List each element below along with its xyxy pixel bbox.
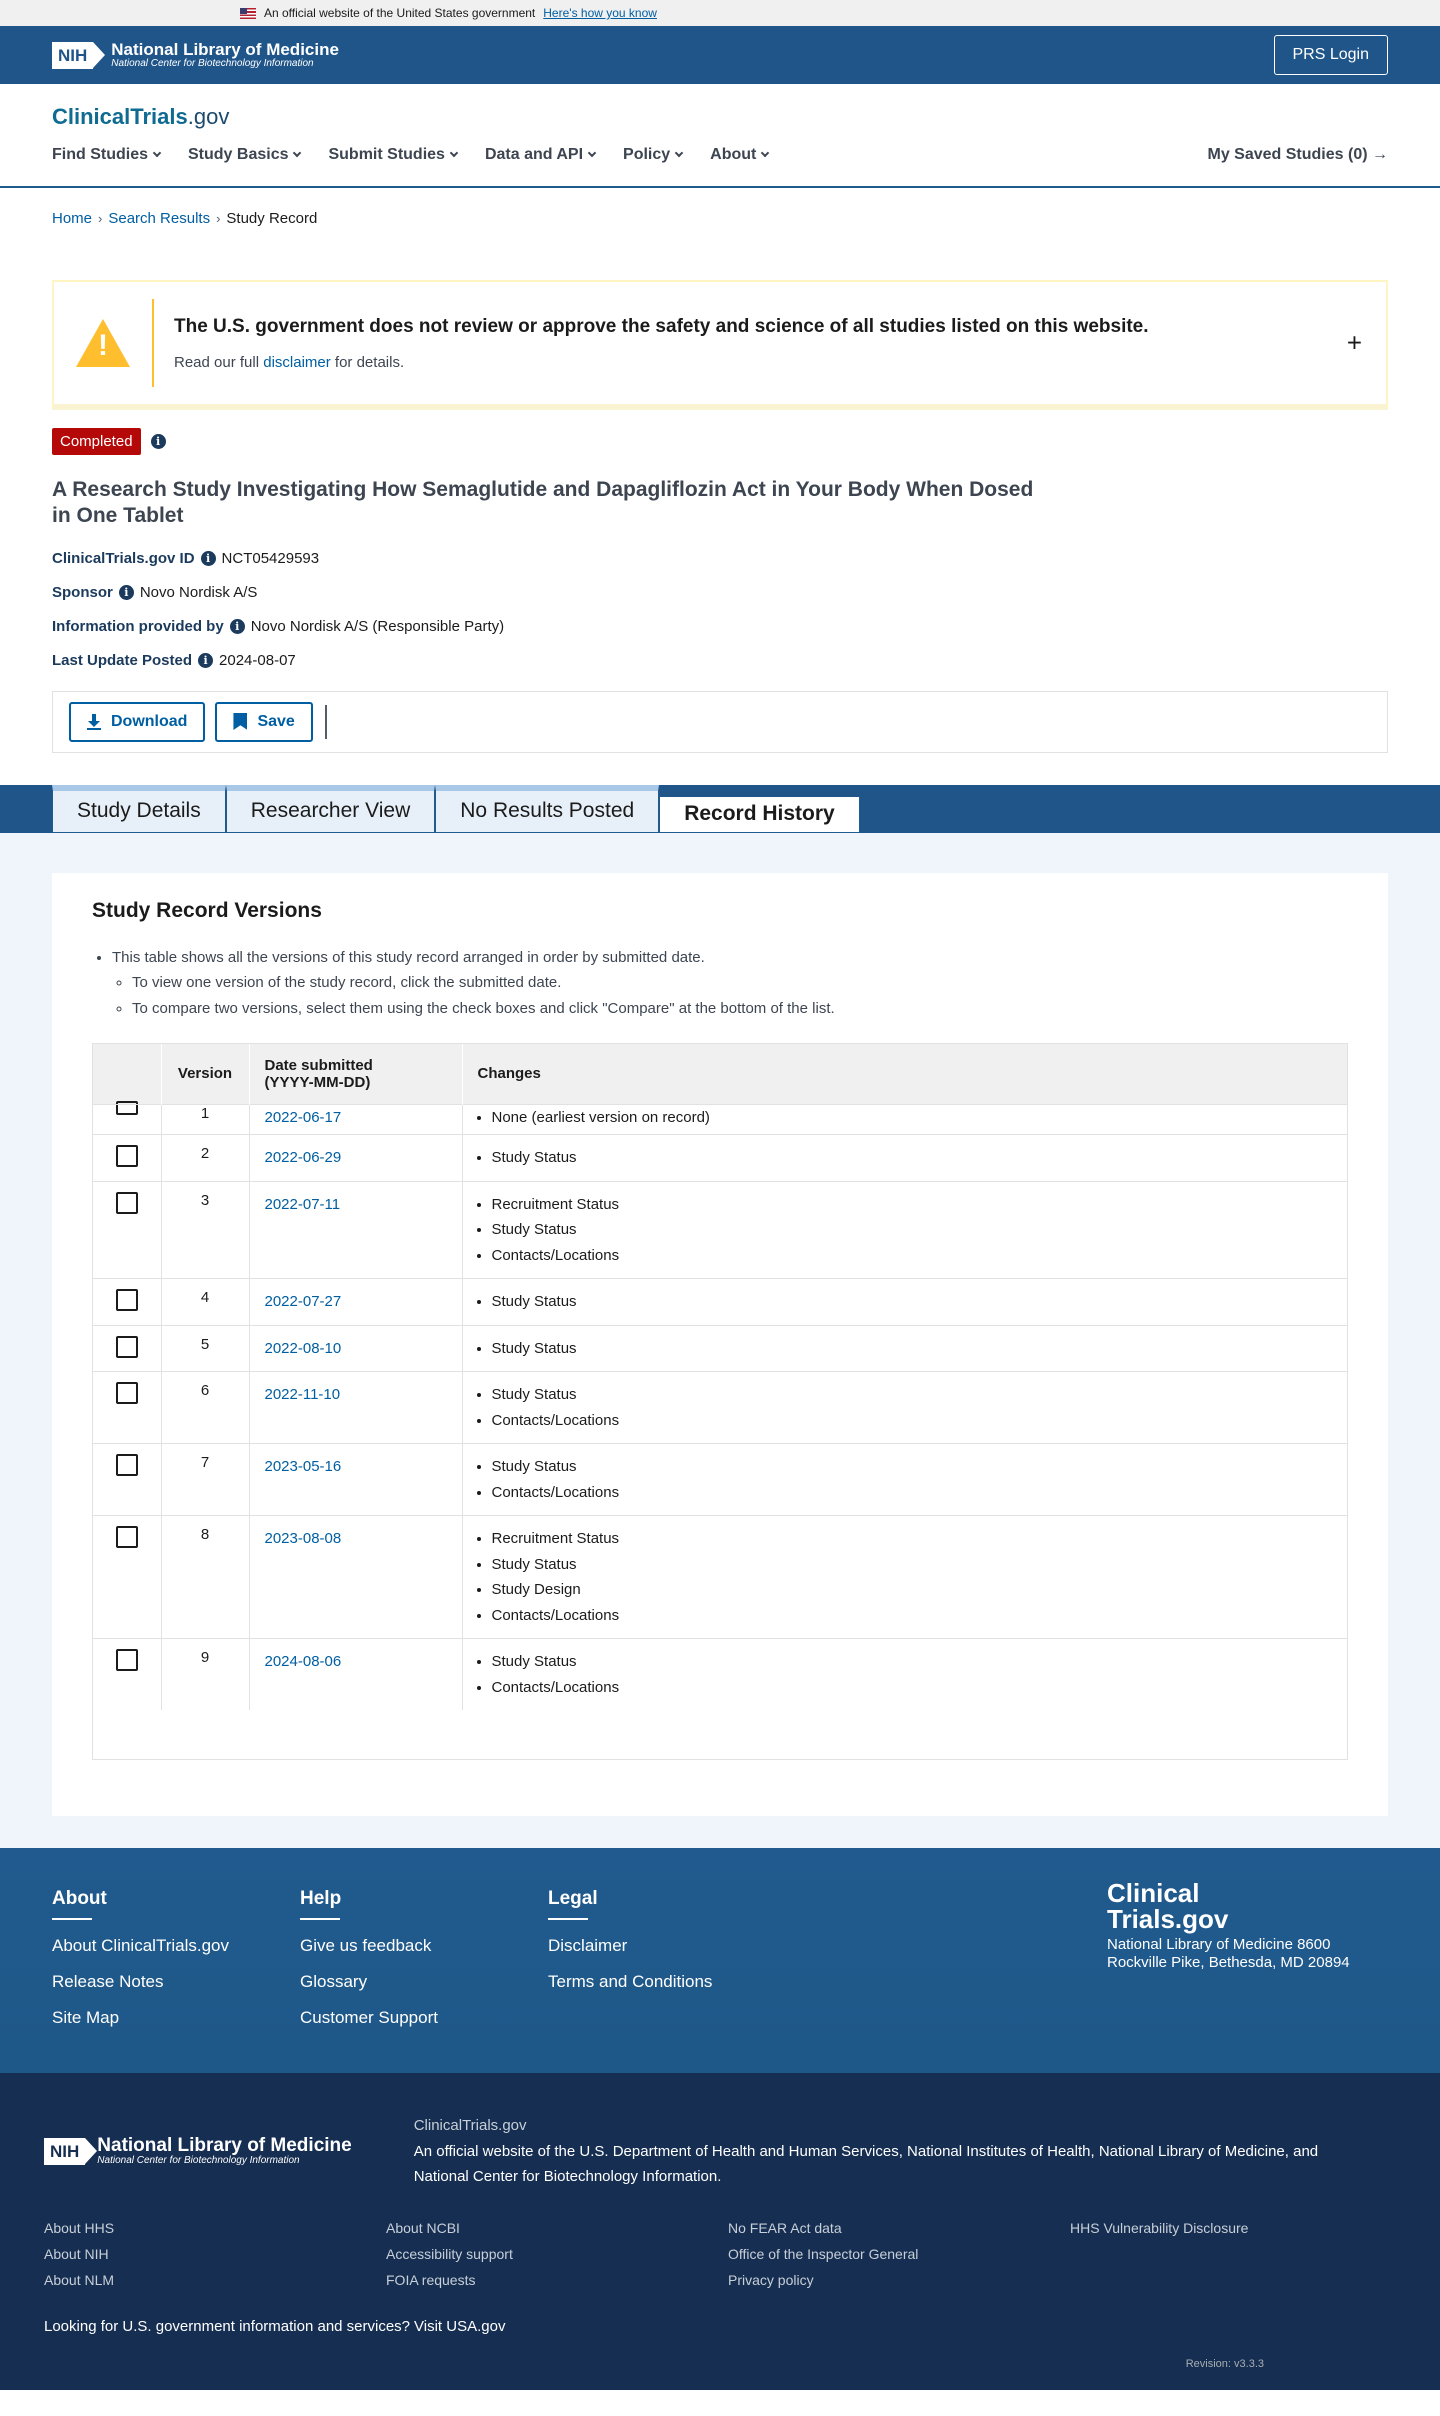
nlm-title: National Library of Medicine — [111, 39, 339, 59]
my-saved-studies-link[interactable]: My Saved Studies (0) → — [1207, 146, 1388, 163]
table-row — [93, 1639, 1347, 1711]
compare-checkbox[interactable] — [116, 1454, 138, 1476]
nih-header — [0, 26, 1440, 84]
site-nav — [0, 84, 1440, 188]
footer-link[interactable]: Give us feedback — [300, 1936, 432, 1955]
last-update-label: Last Update Posted — [52, 651, 193, 669]
provided-by-label: Information provided by — [52, 617, 224, 635]
tab-study-details[interactable]: Study Details — [52, 785, 226, 833]
footer-link[interactable]: Site Map — [52, 2008, 120, 2027]
footer-link[interactable]: About NLM — [44, 2271, 115, 2288]
version-column-header: Version — [161, 1044, 249, 1104]
official-site-text: ClinicalTrials.gov An official website of the U.S. Department of Health and Human Services, National Institutes of Health, National Library of Medicine, and National Center for Biotechnology Information. — [413, 2117, 1319, 2185]
footer-link[interactable]: About NIH — [44, 2245, 109, 2262]
tab-researcher-view[interactable]: Researcher View — [226, 785, 436, 833]
footer-gov-links — [44, 2220, 1396, 2288]
table-row — [93, 1516, 1347, 1639]
version-number: 5 — [161, 1325, 249, 1372]
info-icon[interactable]: i — [230, 619, 245, 634]
gov-banner-text: An official website of the United States government — [264, 6, 536, 20]
chevron-right-icon: › — [98, 211, 103, 226]
change-item: • Study Status — [492, 1145, 1333, 1171]
table-row — [93, 1372, 1347, 1444]
version-number: 9 — [161, 1639, 249, 1711]
how-you-know-link[interactable]: Here's how you know — [543, 6, 657, 20]
breadcrumb-current: Study Record — [226, 210, 318, 227]
version-date-link[interactable]: 2024-08-06 — [264, 1653, 342, 1670]
chevron-down-icon — [675, 149, 683, 157]
version-number: 2 — [161, 1135, 249, 1182]
tab-record-history[interactable]: Record History — [659, 791, 860, 833]
disclaimer-text: Read our full disclaimer for details. — [174, 353, 405, 371]
footer-link[interactable]: Release Notes — [52, 1972, 164, 1991]
nav-submit-studies[interactable]: Submit Studies — [328, 146, 456, 164]
date-column-header: Date submitted (YYYY-MM-DD) — [249, 1044, 462, 1104]
chevron-down-icon — [761, 149, 769, 157]
us-flag-icon — [240, 8, 256, 19]
usa-gov-row: Looking for U.S. government information and services? Visit USA.gov — [44, 2317, 506, 2335]
compare-checkbox[interactable] — [116, 1145, 138, 1167]
versions-hint-view: ◦ To view one version of the study record, click the submitted date. — [132, 970, 1348, 996]
versions-hint-compare: ◦ To compare two versions, select them using the check boxes and click "Compare" at the bottom of the list. — [132, 996, 1348, 1022]
footer-link[interactable]: Disclaimer — [548, 1936, 628, 1955]
sponsor-value: Novo Nordisk A/S — [139, 583, 258, 601]
table-row — [93, 1104, 1347, 1135]
version-number: 6 — [161, 1372, 249, 1444]
change-item: • None (earliest version on record) — [492, 1105, 1333, 1131]
change-item: • Contacts/Locations — [492, 1675, 1333, 1701]
nav-about[interactable]: About — [710, 146, 768, 164]
ncbi-subtitle: National Center for Biotechnology Information — [111, 57, 314, 69]
disclaimer-alert — [52, 280, 1388, 410]
breadcrumb — [0, 188, 1440, 249]
study-title: A Research Study Investigating How Semaglutide and Dapagliflozin Act in Your Body When Dosed in One Tablet — [52, 478, 1034, 528]
version-date-link[interactable]: 2022-08-10 — [264, 1339, 342, 1357]
nlm-footer — [0, 2073, 1440, 2390]
tab-no-results-posted[interactable]: No Results Posted — [435, 785, 659, 833]
nlm-logo[interactable] — [52, 41, 339, 69]
nih-link[interactable]: National Institutes of Health — [907, 2142, 1091, 2160]
change-item: • Study Status — [492, 1336, 1333, 1362]
table-row — [93, 1279, 1347, 1326]
footer-link[interactable]: Accessibility support — [386, 2245, 513, 2262]
footer-nlm-logo[interactable]: NIH National Library of Medicine National Center for Biotechnology Information — [44, 2113, 352, 2190]
change-item: • Study Status — [492, 1382, 1333, 1408]
version-date-link[interactable]: 2022-06-29 — [264, 1149, 342, 1166]
compare-checkbox[interactable] — [116, 1336, 138, 1358]
info-icon[interactable]: i — [119, 585, 134, 600]
footer-address: National Library of Medicine 8600 Rockville Pike, Bethesda, MD 20894 — [1107, 1936, 1350, 1971]
disclaimer-link[interactable]: disclaimer — [263, 353, 331, 371]
footer-link[interactable]: FOIA requests — [386, 2271, 476, 2288]
footer-link[interactable]: Office of the Inspector General — [728, 2245, 919, 2262]
chevron-down-icon — [293, 149, 301, 157]
usa-gov-link[interactable]: Visit USA.gov — [414, 2317, 506, 2335]
change-item: • Study Status — [492, 1289, 1333, 1315]
clinicaltrials-logo[interactable]: ClinicalTrials.gov — [52, 104, 230, 129]
table-row — [93, 1325, 1347, 1372]
breadcrumb-home[interactable]: Home — [52, 210, 93, 227]
table-row — [93, 1135, 1347, 1182]
study-actions — [52, 691, 1388, 753]
table-row — [93, 1444, 1347, 1516]
compare-checkbox[interactable] — [116, 1382, 138, 1404]
version-date-link[interactable]: 2022-07-27 — [264, 1293, 342, 1310]
footer-link[interactable]: Glossary — [300, 1972, 368, 1991]
download-button[interactable]: Download — [69, 702, 205, 742]
versions-table[interactable] — [92, 1043, 1348, 1760]
ncbi-link[interactable]: National Center for Biotechnology Information — [413, 2168, 718, 2185]
change-item: • Study Status — [492, 1649, 1333, 1675]
change-item: • Study Status — [492, 1217, 1333, 1243]
footer-link[interactable]: About HHS — [44, 2219, 115, 2236]
footer-link[interactable]: HHS Vulnerability Disclosure — [1070, 2219, 1249, 2236]
version-number: 8 — [161, 1516, 249, 1639]
nav-data-api[interactable]: Data and API — [485, 146, 595, 164]
version-number: 4 — [161, 1279, 249, 1326]
study-meta — [0, 550, 1440, 669]
footer-legal: Legal Disclaimer Terms and Conditions — [548, 1888, 796, 2033]
disclaimer-heading: The U.S. government does not review or approve the safety and science of all studies listed on this website. — [174, 315, 1149, 337]
provided-by-value: Novo Nordisk A/S (Responsible Party) — [250, 617, 505, 635]
version-date-link[interactable]: 2022-11-10 — [264, 1386, 341, 1403]
nav-study-basics[interactable]: Study Basics — [188, 146, 300, 164]
compare-checkbox[interactable] — [116, 1192, 138, 1214]
record-versions-panel — [52, 873, 1388, 1817]
version-number: 3 — [161, 1181, 249, 1279]
expand-plus-icon[interactable]: + — [1346, 327, 1362, 358]
footer-link[interactable]: Customer Support — [300, 2008, 438, 2027]
gov-banner — [0, 0, 1440, 26]
last-update-value: 2024-08-07 — [219, 651, 296, 669]
compare-checkbox[interactable] — [116, 1101, 138, 1115]
change-item: • Recruitment Status — [492, 1526, 1333, 1552]
chevron-down-icon — [153, 149, 161, 157]
footer-link[interactable]: No FEAR Act data — [728, 2219, 842, 2236]
change-item: • Study Status — [492, 1454, 1333, 1480]
footer-link[interactable]: Privacy policy — [728, 2271, 814, 2288]
chevron-down-icon — [450, 149, 458, 157]
save-button[interactable]: Save — [215, 702, 312, 742]
versions-heading: Study Record Versions — [92, 898, 322, 922]
id-label: ClinicalTrials.gov ID — [52, 549, 195, 567]
change-item: • Recruitment Status — [492, 1192, 1333, 1218]
footer-link[interactable]: About NCBI — [386, 2219, 460, 2236]
footer-ct-logo[interactable]: Clinical Trials.gov — [1107, 1878, 1229, 1934]
revision-text: Revision: v3.3.3 — [1185, 2358, 1264, 2370]
change-item: • Study Status — [492, 1552, 1333, 1578]
footer-brand — [1107, 1880, 1367, 1972]
footer-link[interactable]: Terms and Conditions — [548, 1972, 713, 1991]
divider — [325, 705, 327, 739]
hhs-link[interactable]: U.S. Department of Health and Human Services — [579, 2142, 899, 2160]
nlm-link[interactable]: National Library of Medicine — [1098, 2142, 1285, 2160]
study-tabs — [0, 785, 1440, 833]
info-icon[interactable]: i — [198, 653, 213, 668]
change-item: • Contacts/Locations — [492, 1603, 1333, 1629]
bookmark-icon — [233, 713, 247, 730]
version-number: 1 — [161, 1104, 249, 1135]
download-icon — [87, 714, 101, 730]
change-item: • Contacts/Locations — [492, 1243, 1333, 1269]
compare-checkbox[interactable] — [116, 1649, 138, 1671]
version-date-link[interactable]: 2023-05-16 — [264, 1458, 342, 1475]
change-item: • Contacts/Locations — [492, 1408, 1333, 1434]
footer-link[interactable]: About ClinicalTrials.gov — [52, 1936, 229, 1955]
select-column-header — [93, 1044, 161, 1104]
table-row — [93, 1181, 1347, 1279]
nih-badge: NIH — [52, 42, 93, 69]
chevron-down-icon — [588, 149, 596, 157]
change-item: • Contacts/Locations — [492, 1480, 1333, 1506]
status-badge: Completed — [52, 428, 141, 455]
version-date-link[interactable]: 2022-06-17 — [264, 1108, 342, 1126]
prs-login-button[interactable]: PRS Login — [1274, 35, 1389, 75]
info-icon[interactable]: i — [151, 434, 166, 449]
footer-about: About About ClinicalTrials.gov Release Notes Site Map — [52, 1888, 300, 2033]
changes-column-header: Changes — [477, 1065, 541, 1083]
nav-find-studies[interactable]: Find Studies — [52, 146, 160, 164]
warning-icon — [76, 319, 130, 367]
compare-checkbox[interactable] — [116, 1289, 138, 1311]
study-id: NCT05429593 — [221, 549, 320, 567]
version-date-link[interactable]: 2023-08-08 — [264, 1530, 342, 1547]
info-icon[interactable]: i — [201, 551, 216, 566]
version-number: 7 — [161, 1444, 249, 1516]
site-footer — [0, 1848, 1440, 2073]
breadcrumb-search-results[interactable]: Search Results — [108, 210, 211, 227]
compare-checkbox[interactable] — [116, 1526, 138, 1548]
footer-help: Help Give us feedback Glossary Customer Support — [300, 1888, 548, 2033]
change-item: • Study Design — [492, 1577, 1333, 1603]
versions-intro: • This table shows all the versions of this study record arranged in order by submitted date. ◦ To view one version of the study record, click the submitted date. ◦ To compare two versions, select them using the check boxes and click "Compare" at the bottom of the list. — [112, 945, 1348, 1022]
nav-policy[interactable]: Policy — [623, 146, 682, 164]
sponsor-label: Sponsor — [52, 583, 113, 601]
version-date-link[interactable]: 2022-07-11 — [264, 1195, 341, 1213]
chevron-right-icon: › — [216, 211, 221, 226]
arrow-right-icon: → — [1372, 146, 1388, 163]
